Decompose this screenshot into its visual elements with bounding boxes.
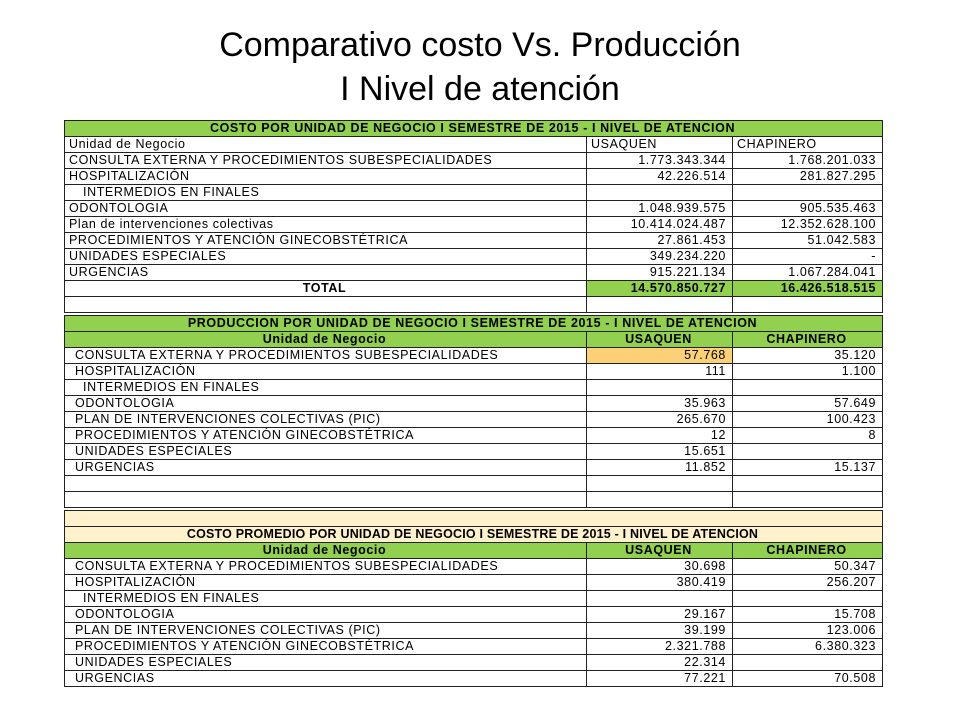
promedio-top-pad (65, 511, 883, 527)
usaquen-value-cell: 42.226.514 (587, 169, 733, 185)
unit-label-cell: URGENCIAS (65, 265, 587, 281)
spacer-row (65, 297, 883, 313)
produccion-title-row (65, 316, 883, 332)
chapinero-value-cell: 50.347 (733, 559, 883, 575)
table-row (65, 671, 883, 687)
chapinero-value-cell (733, 380, 883, 396)
costo-col-chapinero: CHAPINERO (733, 137, 883, 153)
unit-label-cell: URGENCIAS (65, 460, 587, 476)
table-row (65, 380, 883, 396)
chapinero-value-cell (733, 655, 883, 671)
usaquen-value-cell: 2.321.788 (587, 639, 733, 655)
table-row (65, 201, 883, 217)
spacer-row (65, 492, 883, 508)
chapinero-value-cell: 70.508 (733, 671, 883, 687)
produccion-col-unidad: Unidad de Negocio (65, 332, 587, 348)
unit-label-cell: Plan de intervenciones colectivas (65, 217, 587, 233)
chapinero-value-cell: 123.006 (733, 623, 883, 639)
table-row (65, 428, 883, 444)
table-row (65, 233, 883, 249)
usaquen-value-cell: 915.221.134 (587, 265, 733, 281)
unit-label-cell: INTERMEDIOS EN FINALES (65, 591, 587, 607)
promedio-title-row (65, 527, 883, 543)
chapinero-value-cell: 1.067.284.041 (733, 265, 883, 281)
chapinero-value-cell: 12.352.628.100 (733, 217, 883, 233)
usaquen-value-cell: 22.314 (587, 655, 733, 671)
usaquen-value-cell (587, 380, 733, 396)
table-row (65, 265, 883, 281)
table-row (65, 460, 883, 476)
promedio-col-usaquen: USAQUEN (587, 543, 733, 559)
promedio-column-headers (65, 543, 883, 559)
usaquen-value-cell: 35.963 (587, 396, 733, 412)
promedio-body (65, 559, 883, 687)
table-row (65, 623, 883, 639)
produccion-body (65, 348, 883, 476)
produccion-col-usaquen: USAQUEN (587, 332, 733, 348)
costo-col-unidad: Unidad de Negocio (65, 137, 587, 153)
costo-total-usaquen: 14.570.850.727 (587, 281, 733, 297)
unit-label-cell: ODONTOLOGIA (65, 201, 587, 217)
unit-label-cell: URGENCIAS (65, 671, 587, 687)
chapinero-value-cell: 1.768.201.033 (733, 153, 883, 169)
costo-column-headers (65, 137, 883, 153)
spacer-row (65, 476, 883, 492)
chapinero-value-cell: 51.042.583 (733, 233, 883, 249)
table-row (65, 185, 883, 201)
chapinero-value-cell: 905.535.463 (733, 201, 883, 217)
chapinero-value-cell: 8 (733, 428, 883, 444)
costo-col-usaquen: USAQUEN (587, 137, 733, 153)
usaquen-value-cell: 39.199 (587, 623, 733, 639)
table-row (65, 655, 883, 671)
table-row (65, 444, 883, 460)
promedio-title: COSTO PROMEDIO POR UNIDAD DE NEGOCIO I SEMESTRE DE 2015 - I NIVEL DE ATENCION (65, 527, 883, 543)
chapinero-value-cell (733, 444, 883, 460)
usaquen-value-cell: 111 (587, 364, 733, 380)
table-row (65, 348, 883, 364)
produccion-col-chapinero: CHAPINERO (733, 332, 883, 348)
usaquen-value-cell: 27.861.453 (587, 233, 733, 249)
table-row (65, 607, 883, 623)
usaquen-value-cell (587, 591, 733, 607)
produccion-title: PRODUCCION POR UNIDAD DE NEGOCIO I SEMESTRE DE 2015 - I NIVEL DE ATENCION (65, 316, 883, 332)
unit-label-cell: UNIDADES ESPECIALES (65, 655, 587, 671)
unit-label-cell: PLAN DE INTERVENCIONES COLECTIVAS (PIC) (65, 412, 587, 428)
usaquen-value-cell: 1.048.939.575 (587, 201, 733, 217)
chapinero-value-cell (733, 185, 883, 201)
costo-body (65, 153, 883, 281)
promedio-table (64, 510, 883, 687)
usaquen-value-cell: 349.234.220 (587, 249, 733, 265)
produccion-column-headers (65, 332, 883, 348)
produccion-table (64, 315, 883, 508)
usaquen-value-cell: 12 (587, 428, 733, 444)
table-row (65, 217, 883, 233)
unit-label-cell: CONSULTA EXTERNA Y PROCEDIMIENTOS SUBESPECIALIDADES (65, 559, 587, 575)
chapinero-value-cell: 57.649 (733, 396, 883, 412)
usaquen-value-cell: 77.221 (587, 671, 733, 687)
usaquen-value-cell: 265.670 (587, 412, 733, 428)
table-row (65, 153, 883, 169)
usaquen-value-cell: 15.651 (587, 444, 733, 460)
slide-subtitle: I Nivel de atención (340, 70, 620, 108)
unit-label-cell: PLAN DE INTERVENCIONES COLECTIVAS (PIC) (65, 623, 587, 639)
table-row (65, 396, 883, 412)
usaquen-value-cell: 380.419 (587, 575, 733, 591)
unit-label-cell: PROCEDIMIENTOS Y ATENCIÓN GINECOBSTÉTRICA (65, 233, 587, 249)
chapinero-value-cell: 35.120 (733, 348, 883, 364)
unit-label-cell: HOSPITALIZACIÓN (65, 575, 587, 591)
usaquen-value-cell: 29.167 (587, 607, 733, 623)
slide-title: Comparativo costo Vs. Producción (219, 26, 741, 64)
unit-label-cell: CONSULTA EXTERNA Y PROCEDIMIENTOS SUBESPECIALIDADES (65, 348, 587, 364)
promedio-col-chapinero: CHAPINERO (733, 543, 883, 559)
table-row (65, 591, 883, 607)
table-row (65, 559, 883, 575)
unit-label-cell: INTERMEDIOS EN FINALES (65, 185, 587, 201)
unit-label-cell: ODONTOLOGIA (65, 607, 587, 623)
chapinero-value-cell: 1.100 (733, 364, 883, 380)
unit-label-cell: UNIDADES ESPECIALES (65, 249, 587, 265)
unit-label-cell: INTERMEDIOS EN FINALES (65, 380, 587, 396)
table-row (65, 249, 883, 265)
costo-total-chapinero: 16.426.518.515 (733, 281, 883, 297)
chapinero-value-cell: - (733, 249, 883, 265)
unit-label-cell: HOSPITALIZACIÓN (65, 169, 587, 185)
usaquen-value-cell: 30.698 (587, 559, 733, 575)
promedio-col-unidad: Unidad de Negocio (65, 543, 587, 559)
costo-title-row (65, 121, 883, 137)
costo-total-row (65, 281, 883, 297)
chapinero-value-cell: 6.380.323 (733, 639, 883, 655)
table-row (65, 575, 883, 591)
usaquen-value-cell: 10.414.024.487 (587, 217, 733, 233)
chapinero-value-cell: 100.423 (733, 412, 883, 428)
unit-label-cell: CONSULTA EXTERNA Y PROCEDIMIENTOS SUBESPECIALIDADES (65, 153, 587, 169)
chapinero-value-cell: 15.137 (733, 460, 883, 476)
costo-title: COSTO POR UNIDAD DE NEGOCIO I SEMESTRE DE 2015 - I NIVEL DE ATENCION (65, 121, 883, 137)
unit-label-cell: PROCEDIMIENTOS Y ATENCIÓN GINECOBSTÉTRICA (65, 639, 587, 655)
usaquen-value-cell: 1.773.343.344 (587, 153, 733, 169)
unit-label-cell: PROCEDIMIENTOS Y ATENCIÓN GINECOBSTÉTRICA (65, 428, 587, 444)
costo-table (64, 120, 883, 313)
table-row (65, 639, 883, 655)
usaquen-value-cell (587, 185, 733, 201)
table-row (65, 169, 883, 185)
unit-label-cell: HOSPITALIZACIÓN (65, 364, 587, 380)
costo-total-label: TOTAL (65, 281, 587, 297)
chapinero-value-cell: 281.827.295 (733, 169, 883, 185)
usaquen-value-cell: 11.852 (587, 460, 733, 476)
usaquen-value-cell: 57.768 (587, 348, 733, 364)
chapinero-value-cell (733, 591, 883, 607)
unit-label-cell: ODONTOLOGIA (65, 396, 587, 412)
table-row (65, 412, 883, 428)
table-row (65, 364, 883, 380)
chapinero-value-cell: 256.207 (733, 575, 883, 591)
unit-label-cell: UNIDADES ESPECIALES (65, 444, 587, 460)
chapinero-value-cell: 15.708 (733, 607, 883, 623)
